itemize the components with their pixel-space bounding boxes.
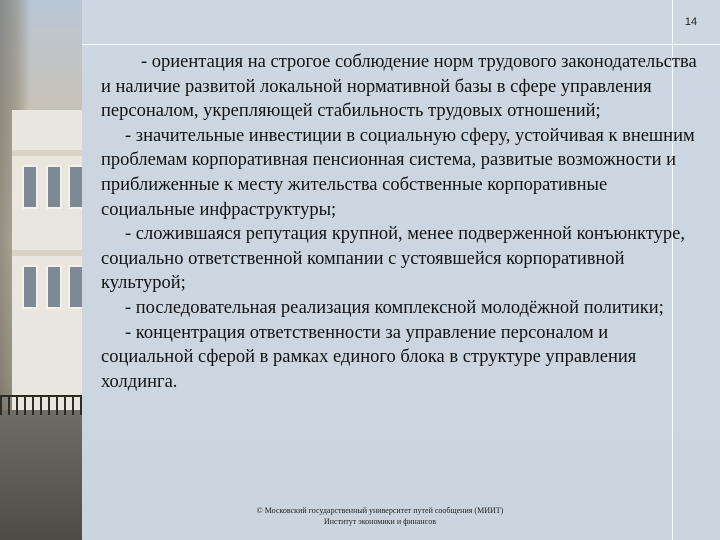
- footer-university: © Московский государственный университет путей сообщения (МИИТ): [256, 506, 504, 515]
- photo-window: [46, 165, 62, 209]
- footer-institute: Институт экономики и финансов: [323, 517, 436, 526]
- photo-ground: [0, 410, 82, 540]
- bullet-paragraph: - последовательная реализация комплексной молодёжной политики;: [125, 297, 664, 318]
- photo-window: [68, 165, 82, 209]
- photo-window: [46, 265, 62, 309]
- bullet-paragraph: - значительные инвестиции в социальную сферу, устойчивая к внешним проблемам корпоративная пенсионная система, развитые возможности и приближенные к месту жительства собственные корпоративные социальные инфраструктуры;: [101, 125, 695, 220]
- photo-window: [22, 165, 38, 209]
- bullet-paragraph: - концентрация ответственности за управление персоналом и социальной сферой в рамках единого блока в структуре управления холдинга.: [101, 322, 637, 392]
- bullet-paragraph: - сложившаяся репутация крупной, менее подверженной конъюнктуре, социально ответственной компании с устоявшейся корпоративной культурой;: [101, 224, 685, 294]
- photo-cornice: [12, 150, 82, 156]
- slide-number: 14: [684, 16, 698, 28]
- photo-cornice: [12, 250, 82, 256]
- footer-copyright: [160, 505, 600, 527]
- bullet-paragraph: - ориентация на строгое соблюдение норм трудового законодательства и наличие развитой локальной нормативной базы в сфере управления персоналом, укрепляющей стабильность трудовых отношений;: [101, 52, 697, 122]
- horizontal-guide-line: [82, 44, 720, 45]
- photo-fence: [0, 395, 82, 415]
- decorative-building-photo: [0, 0, 82, 540]
- photo-window: [68, 265, 82, 309]
- slide-body-text: [101, 50, 701, 394]
- photo-window: [22, 265, 38, 309]
